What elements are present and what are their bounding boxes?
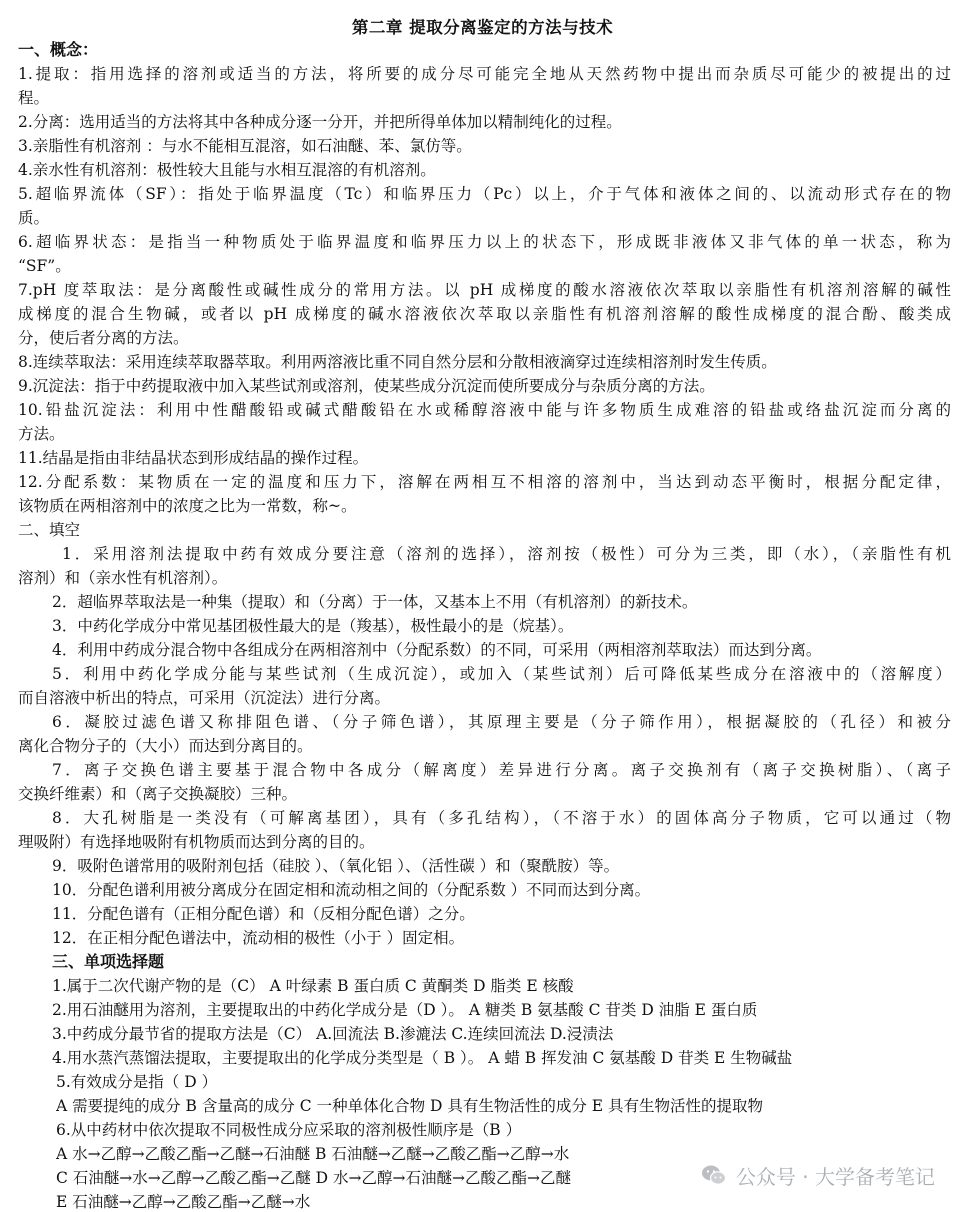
watermark-text: 公众号 · 大学备考笔记 [735, 1164, 935, 1189]
fill-blank-line: 7．离子交换色谱主要基于混合物中各成分（解离度）差异进行分离。离子交换剂有（离子交换树脂）、（离子 [52, 761, 951, 779]
fill-blank-line: 6．凝胶过滤色谱又称排阻色谱、（分子筛色谱），其原理主要是（分子筛作用），根据凝胶的（孔径）和被分 [52, 713, 951, 731]
concept-line: 5.超临界流体（SF）：指处于临界温度（Tc）和临界压力（Pc）以上，介于气体和液体之间的、以流动形式存在的物 [18, 185, 951, 203]
fill-blank-line: 12．在正相分配色谱法中，流动相的极性（小于 ）固定相。 [52, 929, 465, 947]
fill-blank-line: 4．利用中药成分混合物中各组成分在两相溶剂中（分配系数）的不同，可采用（两相溶剂萃取法）而达到分离。 [52, 641, 822, 659]
fill-blank-line: 10．分配色谱利用被分离成分在固定相和流动相之间的（分配系数 ）不同而达到分离。 [52, 881, 651, 899]
choice-question-line: 2.用石油醚用为溶剂，主要提取出的中药化学成分是（D ）。 A 糖类 B 氨基酸 C 苷类 D 油脂 E 蛋白质 [52, 1001, 758, 1019]
concept-line: 方法。 [18, 425, 65, 443]
concept-line: 4.亲水性有机溶剂：极性较大且能与水相互混溶的有机溶剂。 [18, 161, 436, 179]
concept-line: 6.超临界状态：是指当一种物质处于临界温度和临界压力以上的状态下，形成既非液体又非气体的单一状态，称为 [18, 233, 951, 251]
choice-question-line: E 石油醚→乙醇→乙酸乙酯→乙醚→水 [56, 1193, 311, 1211]
concept-line: 成梯度的混合生物碱，或者以 pH 成梯度的碱水溶液依次萃取以亲脂性有机溶剂溶解的酸性成梯度的混合酚、酸类成 [18, 305, 951, 323]
choice-question-line: A 水→乙醇→乙酸乙酯→乙醚→石油醚 B 石油醚→乙醚→乙酸乙酯→乙醇→水 [56, 1145, 570, 1163]
wechat-logo-icon [700, 1161, 728, 1189]
choice-question-line: 5.有效成分是指（ D ） [56, 1073, 218, 1091]
concept-line: 12.分配系数：某物质在一定的温度和压力下，溶解在两相互不相溶的溶剂中，当达到动态平衡时，根据分配定律， [18, 473, 951, 491]
concept-line: 10.铅盐沉淀法：利用中性醋酸铅或碱式醋酸铅在水或稀醇溶液中能与许多物质生成难溶的铅盐或络盐沉淀而分离的 [18, 401, 951, 419]
concept-line: 质。 [18, 209, 50, 227]
fill-blank-line: 2．超临界萃取法是一种集（提取）和（分离）于一体，又基本上不用（有机溶剂）的新技术。 [52, 593, 698, 611]
fill-blank-line: 3．中药化学成分中常见基团极性最大的是（羧基），极性最小的是（烷基）。 [52, 617, 574, 635]
fill-blank-line: 1．采用溶剂法提取中药有效成分要注意（溶剂的选择），溶剂按（极性）可分为三类，即（水），（亲脂性有机 [62, 545, 951, 563]
fill-blank-line: 8．大孔树脂是一类没有（可解离基团），具有（多孔结构），（不溶于水）的固体高分子物质，它可以通过（物 [52, 809, 951, 827]
concept-line: 7.pH 度萃取法：是分离酸性或碱性成分的常用方法。以 pH 成梯度的酸水溶液依次萃取以亲脂性有机溶剂溶解的碱性 [18, 281, 951, 299]
fill-blank-line: 理吸附）有选择地吸附有机物质而达到分离的目的。 [18, 833, 375, 851]
fill-blank-line: 交换纤维素）和（离子交换凝胶）三种。 [18, 785, 298, 803]
section-heading-fill-blank: 二、填空 [18, 521, 81, 539]
fill-blank-line: 5．利用中药化学成分能与某些试剂（生成沉淀），或加入（某些试剂）后可降低某些成分在溶液中的（溶解度） [52, 665, 951, 683]
watermark [700, 1160, 935, 1190]
fill-blank-line: 离化合物分子的（大小）而达到分离目的。 [18, 737, 313, 755]
fill-blank-line: 9．吸附色谱常用的吸附剂包括（硅胶 ）、（氧化铝 ）、（活性碳 ）和（聚酰胺）等。 [52, 857, 620, 875]
fill-blank-line: 而自溶液中析出的特点，可采用（沉淀法）进行分离。 [18, 689, 391, 707]
choice-question-line: C 石油醚→水→乙醇→乙酸乙酯→乙醚 D 水→乙醇→石油醚→乙酸乙酯→乙醚 [56, 1169, 571, 1187]
choice-question-line: 6.从中药材中依次提取不同极性成分应采取的溶剂极性顺序是（B ） [56, 1121, 522, 1139]
concept-line: 9.沉淀法：指于中药提取液中加入某些试剂或溶剂，使某些成分沉淀而使所要成分与杂质分离的方法。 [18, 377, 715, 395]
concept-line: 该物质在两相溶剂中的浓度之比为一常数，称~。 [18, 497, 357, 515]
concept-line: 8.连续萃取法：采用连续萃取器萃取。利用两溶液比重不同自然分层和分散相液滴穿过连续相溶剂时发生传质。 [18, 353, 777, 371]
choice-question-line: 3.中药成分最节省的提取方法是（C） A.回流法 B.渗漉法 C.连续回流法 D.浸渍法 [52, 1025, 614, 1043]
section-heading-single-choice: 三、单项选择题 [52, 952, 165, 971]
fill-blank-line: 溶剂）和（亲水性有机溶剂）。 [18, 569, 228, 587]
fill-blank-line: 11．分配色谱有（正相分配色谱）和（反相分配色谱）之分。 [52, 905, 475, 923]
concept-line: 11.结晶是指由非结晶状态到形成结晶的操作过程。 [18, 449, 369, 467]
concept-line: 1.提取：指用选择的溶剂或适当的方法，将所要的成分尽可能完全地从天然药物中提出而杂质尽可能少的被提出的过 [18, 65, 951, 83]
choice-question-line: A 需要提纯的成分 B 含量高的成分 C 一种单体化合物 D 具有生物活性的成分 E 具有生物活性的提取物 [56, 1097, 764, 1115]
concept-line: 3.亲脂性有机溶剂 ：与水不能相互混溶，如石油醚、苯、氯仿等。 [18, 137, 472, 155]
choice-question-line: 1.属于二次代谢产物的是（C） A 叶绿素 B 蛋白质 C 黄酮类 D 脂类 E 核酸 [52, 977, 574, 995]
concept-line: 程。 [18, 89, 50, 107]
chapter-title: 第二章 提取分离鉴定的方法与技术 [351, 18, 614, 37]
concept-line: 分，使后者分离的方法。 [18, 329, 189, 347]
concept-line: “SF”。 [18, 257, 71, 275]
section-heading-concepts: 一、概念： [18, 40, 99, 59]
concept-line: 2.分离：选用适当的方法将其中各种成分逐一分开，并把所得单体加以精制纯化的过程。 [18, 113, 622, 131]
choice-question-line: 4.用水蒸汽蒸馏法提取，主要提取出的化学成分类型是（ B ）。 A 蜡 B 挥发油 C 氨基酸 D 苷类 E 生物碱盐 [52, 1049, 793, 1067]
